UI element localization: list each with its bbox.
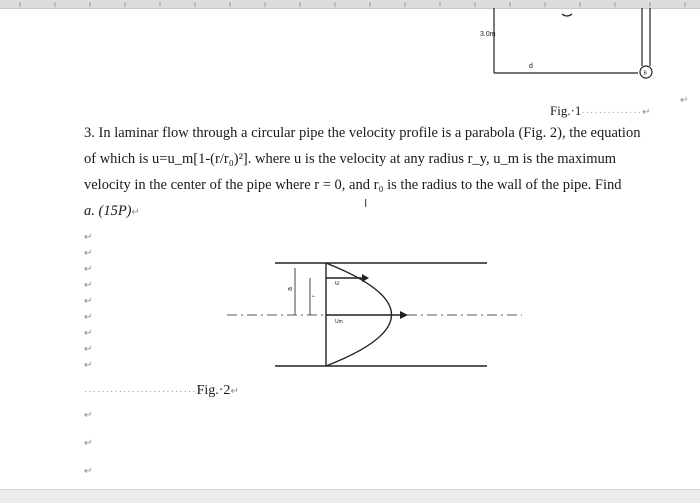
a-label: a [287,287,294,291]
paragraph-mark-icon: ↵ [84,328,93,339]
figure-2-caption [84,383,239,399]
paragraph-mark-icon: ↵ [84,232,93,243]
paragraph-mark-icon: ↵ [84,344,93,355]
leader-dots: ·························· [84,386,197,397]
arrow-head-icon [400,311,408,319]
paragraph-mark-icon: ↵ [642,107,651,118]
problem-line-1: 3. In laminar flow through a circular pipe the velocity profile is a parabola (Fig. 2), the equation [84,125,641,141]
text-cursor-icon: I [364,197,368,210]
figure-2-diagram [222,255,522,375]
fig1-d-label: d [529,63,533,70]
figure-1-caption [550,103,650,119]
um-label: Um [335,319,343,325]
paragraph-mark-icon: ↵ [230,386,239,397]
paragraph-mark-icon: ↵ [84,438,93,449]
paragraph-mark-icon: ↵ [84,264,93,275]
paragraph-mark-icon: ↵ [131,207,140,218]
paragraph-mark-icon: ↵ [84,296,93,307]
paragraph-mark-icon: ↵ [84,360,93,371]
fig1-caption-text: Fig.·1 [550,103,582,118]
fig1-point-label: B [643,70,647,77]
ruler-ticks [0,0,700,8]
paragraph-mark-icon: ↵ [84,248,93,259]
fig2-caption-text: Fig.·2 [196,383,231,398]
problem-line-3: velocity in the center of the pipe where r = 0, and r₀ is the radius to the wall of the pipe. Find [84,177,622,193]
fig1-height-label: 3.0m [480,31,496,38]
paragraph-mark-icon: ↵ [84,312,93,323]
paragraph-mark-icon: ↵ [84,280,93,291]
figure-1-diagram [470,8,670,88]
u-label: u [335,280,339,287]
page-bottom-edge [0,489,700,503]
leader-dots: ·············· [581,107,643,118]
arrow-head-icon [362,274,369,282]
problem-line-4: a. (15P)↵ [84,203,140,219]
r-label: r [311,295,317,297]
paragraph-mark-icon: ↵ [680,95,689,106]
problem-3-text[interactable] [84,120,684,226]
paragraph-mark-icon: ↵ [84,466,93,477]
problem-line-2: of which is u=u_m[1-(r/r₀)²]. where u is the velocity at any radius r_y, u_m is the maximum [84,151,617,167]
paragraph-mark-icon: ↵ [84,410,93,421]
fig1-curve-mark [562,14,572,16]
